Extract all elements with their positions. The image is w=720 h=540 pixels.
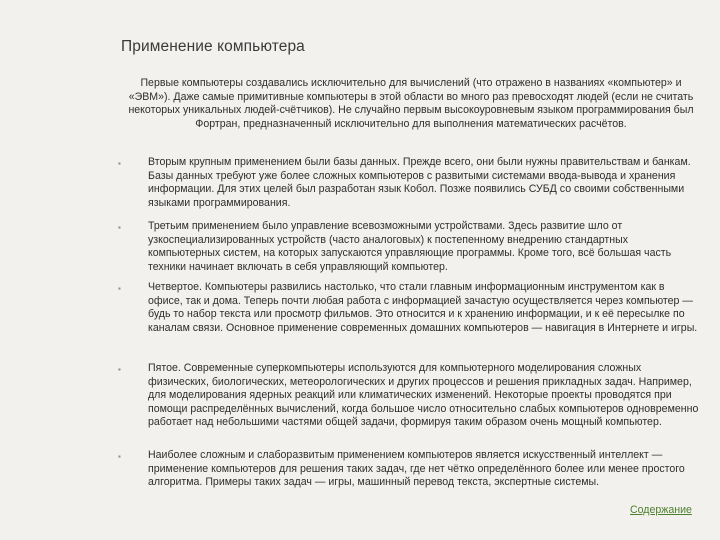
list-item-text: Четвертое. Компьютеры развились настолько, что стали главным информационным инструментом как в офисе, так и дома. Теперь почти любая работа с информацией зачастую осуществляется через компьютер — будь то набор текста или просмотр фильмов. Это относится и к хранению информации, и к её пересылке по каналам связи. Основное применение современных домашних компьютеров — навигация в Интернете и игры.	[148, 281, 698, 334]
list-item	[118, 156, 700, 210]
list-item-text: Наиболее сложным и слаборазвитым применением компьютеров является искусственный интеллект — применение компьютеров для решения таких задач, где нет чётко определённого более или менее простого алгоритма. Примеры таких задач — игры, машинный перевод текста, экспертные системы.	[148, 449, 685, 489]
page-title: Применение компьютера	[121, 38, 305, 55]
contents-link[interactable]: Содержание	[630, 504, 692, 516]
list-item-text: Пятое. Современные суперкомпьютеры используются для компьютерного моделирования сложных физических, биологических, метеорологических и других процессов и решения прикладных задач. Например, для моделирования ядерных реакций или климатических изменений. Некоторые проекты проводятся при помощи распределённых вычислений, когда большое число относительно слабых компьютеров одновременно работает над небольшими частями общей задачи, формируя таким образом очень мощный компьютер.	[148, 362, 699, 429]
list-item	[118, 449, 700, 490]
list-item	[118, 362, 700, 430]
bullet-icon: ▪	[118, 284, 121, 293]
list-item	[118, 220, 700, 274]
list-item-text: Третьим применением было управление всевозможными устройствами. Здесь развитие шло от узкоспециализированных устройств (часто аналоговых) к постепенному внедрению стандартных компьютерных систем, на которых запускаются управляющие программы. Кроме того, всё большая часть техники начинает включать в себя управляющий компьютер.	[148, 220, 672, 273]
bullet-icon: ▪	[118, 223, 121, 232]
bullet-icon: ▪	[118, 365, 121, 374]
intro-paragraph: Первые компьютеры создавались исключительно для вычислений (что отражено в названиях «компьютер» и «ЭВМ»). Даже самые примитивные компьютеры в этой области во много раз превосходят людей (если не считать некоторых уникальных людей-счётчиков). Не случайно первым высокоуровневым языком программирования был Фортран, предназначенный исключительно для выполнения математических расчётов.	[128, 77, 694, 130]
list-item	[118, 281, 700, 335]
bullet-icon: ▪	[118, 452, 121, 461]
list-item-text: Вторым крупным применением были базы данных. Прежде всего, они были нужны правительствам и банкам. Базы данных требуют уже более сложных компьютеров с развитыми системами ввода-вывода и хранения информации. Для этих целей был разработан язык Кобол. Позже появились СУБД со своими собственными языками программирования.	[148, 156, 691, 209]
bullet-icon: ▪	[118, 159, 121, 168]
